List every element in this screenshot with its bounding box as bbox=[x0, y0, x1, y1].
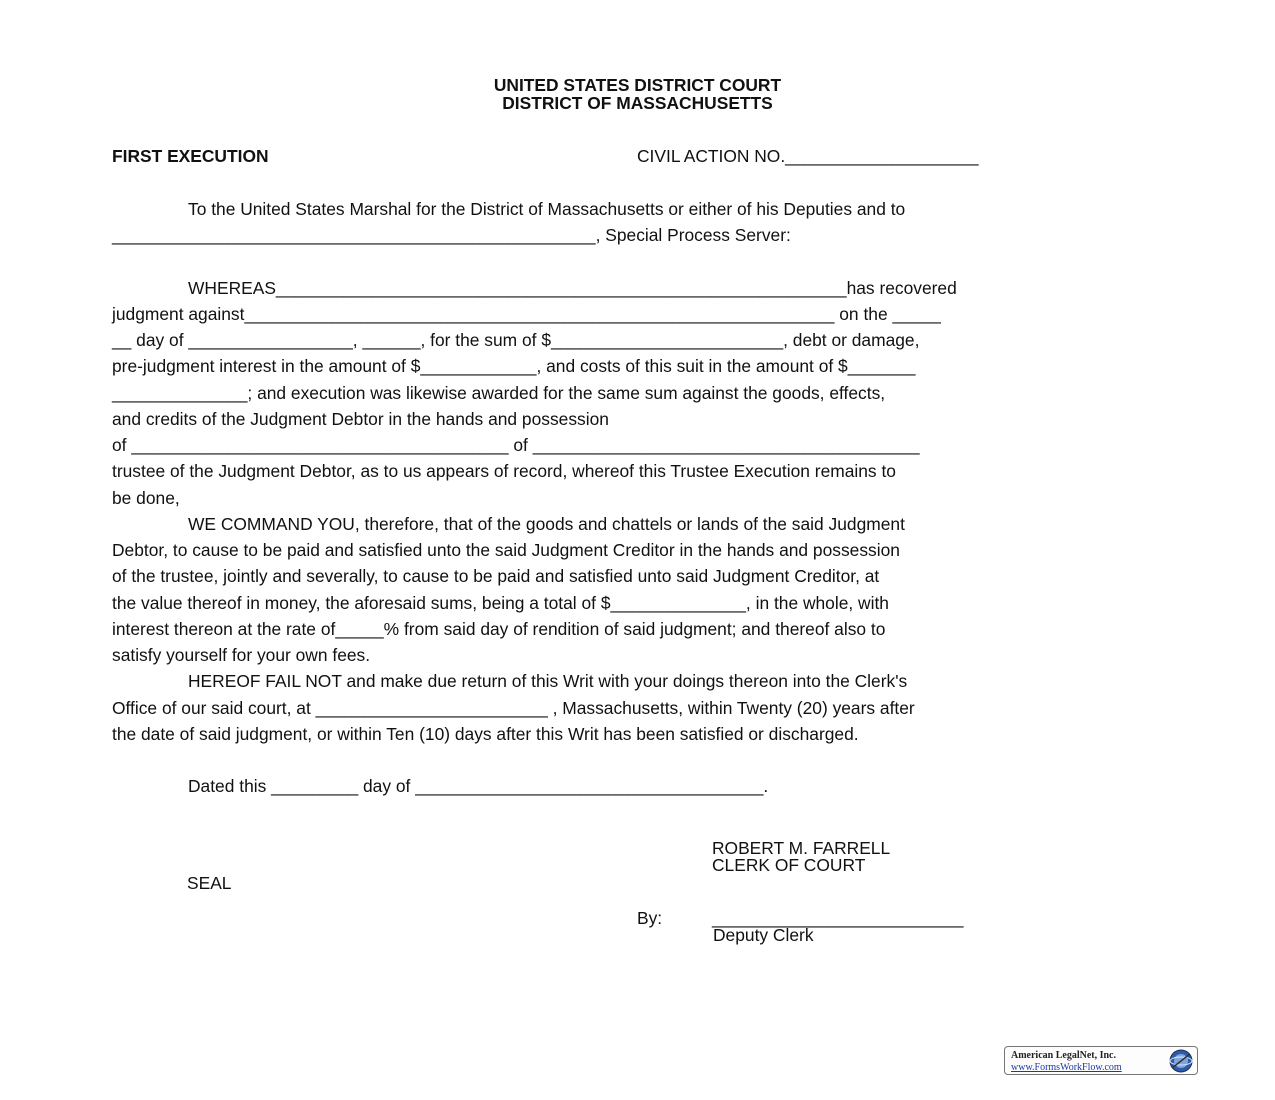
whereas-line-5: ______________; and execution was likewise awarded for the same sum against the goods, effects, bbox=[112, 383, 886, 403]
whereas-line-1: WHEREAS___________________________________________________________has recovered bbox=[188, 278, 957, 298]
command-line-4: the value thereof in money, the aforesaid sums, being a total of $______________, in the whole, with bbox=[112, 593, 889, 613]
seal-label: SEAL bbox=[187, 873, 232, 893]
command-line-3: of the trustee, jointly and severally, to cause to be paid and satisfied unto said Judgment Creditor, at bbox=[112, 566, 880, 586]
hereof-line-1: HEREOF FAIL NOT and make due return of this Writ with your doings thereon into the Clerk's bbox=[188, 671, 908, 691]
footer-company: American LegalNet, Inc. bbox=[1011, 1050, 1116, 1061]
whereas-line-4: pre-judgment interest in the amount of $____________, and costs of this suit in the amount of $_______ bbox=[112, 356, 916, 376]
globe-icon bbox=[1168, 1048, 1194, 1074]
whereas-line-8: trustee of the Judgment Debtor, as to us appears of record, whereof this Trustee Execution remains to bbox=[112, 461, 896, 481]
clerk-title: CLERK OF COURT bbox=[712, 855, 866, 875]
form-title: FIRST EXECUTION bbox=[112, 146, 269, 166]
signature-line: __________________________ bbox=[712, 908, 964, 928]
clerk-name: ROBERT M. FARRELL bbox=[712, 838, 891, 858]
command-line-6: satisfy yourself for your own fees. bbox=[112, 645, 371, 665]
district-title: DISTRICT OF MASSACHUSETTS bbox=[502, 93, 773, 113]
whereas-line-6: and credits of the Judgment Debtor in the hands and possession bbox=[112, 409, 609, 429]
hereof-line-2: Office of our said court, at ________________________ , Massachusetts, within Twenty (20) years after bbox=[112, 698, 915, 718]
whereas-line-9: be done, bbox=[112, 488, 180, 508]
address-line-2: __________________________________________________, Special Process Server: bbox=[112, 225, 791, 245]
court-title: UNITED STATES DISTRICT COURT bbox=[493, 75, 782, 95]
dated-line: Dated this _________ day of ____________________________________. bbox=[188, 776, 769, 796]
command-line-2: Debtor, to cause to be paid and satisfied unto the said Judgment Creditor in the hands and possession bbox=[112, 540, 900, 560]
footer-url[interactable]: www.FormsWorkFlow.com bbox=[1011, 1062, 1122, 1073]
whereas-line-3: __ day of _________________, ______, for the sum of $________________________, debt or damage, bbox=[112, 330, 920, 350]
hereof-line-3: the date of said judgment, or within Ten (10) days after this Writ has been satisfied or discharged. bbox=[112, 724, 859, 744]
whereas-line-2: judgment against_____________________________________________________________ on the _____ bbox=[112, 304, 941, 324]
whereas-line-7: of _______________________________________ of ________________________________________ bbox=[112, 435, 920, 455]
by-label: By: bbox=[637, 908, 663, 928]
command-line-1: WE COMMAND YOU, therefore, that of the goods and chattels or lands of the said Judgment bbox=[188, 514, 905, 534]
command-line-5: interest thereon at the rate of_____% from said day of rendition of said judgment; and thereof also to bbox=[112, 619, 886, 639]
footer-logo[interactable] bbox=[1004, 1046, 1198, 1075]
address-line-1: To the United States Marshal for the District of Massachusetts or either of his Deputies and to bbox=[188, 199, 906, 219]
civil-action-number: CIVIL ACTION NO.____________________ bbox=[637, 146, 979, 166]
deputy-clerk-label: Deputy Clerk bbox=[713, 925, 814, 945]
